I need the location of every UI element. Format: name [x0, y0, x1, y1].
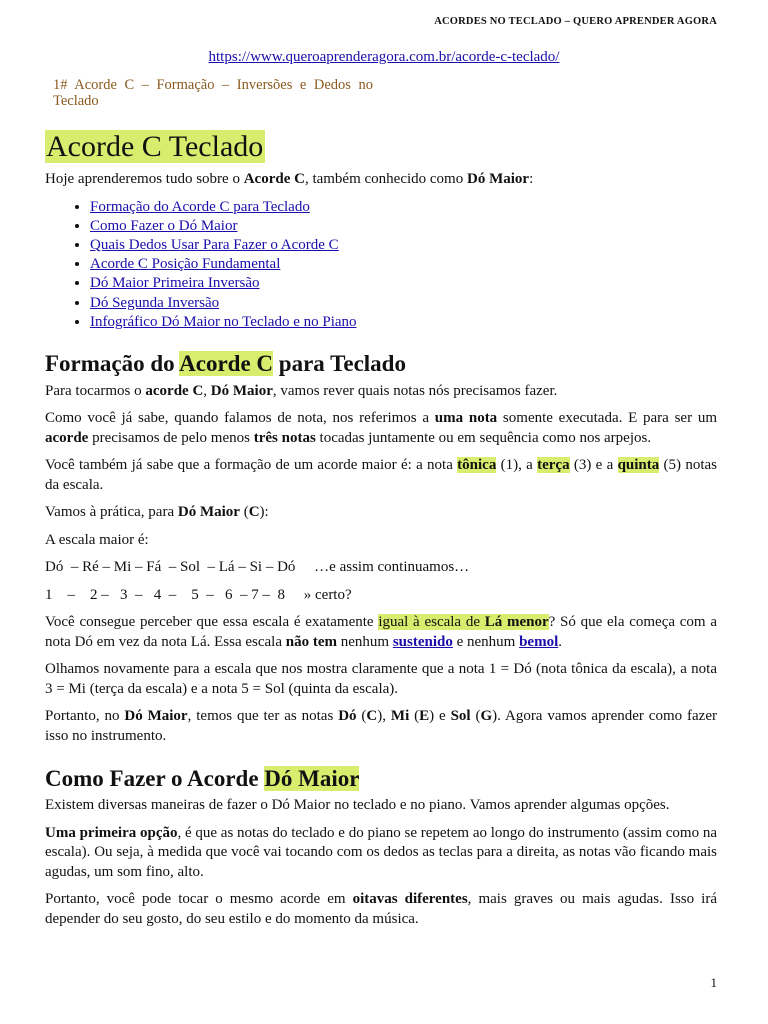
text: Portanto, no	[45, 708, 125, 725]
text: tocadas juntamente ou em sequência como nos arpejos.	[315, 429, 652, 446]
text: Como você já sabe, quando falamos de nota, nos referimos a	[45, 410, 435, 427]
bold-text: C	[366, 708, 378, 725]
toc-title: 1# Acorde C – Formação – Inversões e Dedos no Teclado	[53, 77, 373, 109]
running-header: ACORDES NO TECLADO – QUERO APRENDER AGORA	[434, 16, 717, 27]
sustenido-link[interactable]: sustenido	[392, 633, 453, 650]
text: e nenhum	[452, 633, 520, 650]
text: ). Agora vamos aprender como fazer isso no instrumento.	[45, 708, 717, 744]
text: Portanto, você pode tocar o mesmo acorde em	[45, 891, 353, 908]
toc-item	[90, 294, 717, 313]
source-url-link[interactable]: https://www.queroaprenderagora.com.br/acorde-c-teclado/	[208, 49, 560, 65]
text: ),	[377, 708, 391, 725]
main-content	[45, 128, 717, 929]
toc-link-formacao[interactable]: Formação do Acorde C para Teclado	[90, 198, 310, 215]
text: (	[409, 708, 420, 725]
toc-item	[90, 313, 717, 332]
toc-link-dedos[interactable]: Quais Dedos Usar Para Fazer o Acorde C	[90, 236, 339, 253]
paragraph	[45, 503, 717, 523]
toc-link-infografico[interactable]: Infográfico Dó Maior no Teclado e no Piano	[90, 313, 357, 330]
bold-text: Sol	[450, 708, 471, 725]
text: para Teclado	[273, 350, 406, 376]
bold-text: Dó Maior	[210, 382, 273, 399]
toc-list	[45, 198, 717, 332]
paragraph	[45, 707, 717, 746]
bemol-link[interactable]: bemol	[519, 633, 559, 650]
page-title-text: Acorde C Teclado	[46, 130, 264, 163]
text: precisamos de pelo menos	[88, 429, 254, 446]
source-url	[0, 49, 768, 66]
text: (	[470, 708, 481, 725]
paragraph	[45, 890, 717, 929]
bold-text: uma nota	[434, 410, 498, 427]
text: somente executada. E para ser um	[497, 410, 717, 427]
text: Vamos à prática, para	[45, 504, 178, 521]
text: , também conhecido como	[304, 171, 467, 187]
text: , mais graves ou mais agudas. Isso irá depender do seu gosto, do seu estilo e do momento da música.	[45, 891, 717, 927]
toc-item	[90, 274, 717, 293]
text: (	[356, 708, 367, 725]
text: (5) notas da escala.	[45, 457, 718, 493]
text: , vamos rever quais notas nós precisamos fazer.	[272, 382, 558, 399]
highlight-text: Dó Maior	[264, 766, 360, 792]
text: Você consegue perceber que essa escala é exatamente	[45, 614, 379, 631]
scale-notes-line: Dó – Ré – Mi – Fá – Sol – Lá – Si – Dó …e assim continuamos…	[45, 559, 470, 576]
paragraph: Olhamos novamente para a escala que nos mostra claramente que a nota 1 = Dó (nota tônica da escala), a nota 3 = Mi (terça da escala) e a nota 5 = Sol (quinta da escala).	[45, 661, 717, 697]
paragraph	[45, 409, 717, 448]
text: nenhum	[336, 633, 393, 650]
text: Como Fazer o Acorde	[45, 766, 265, 792]
bold-text: Dó	[338, 708, 357, 725]
text: (3) e a	[569, 457, 618, 474]
toc-link-primeira-inversao[interactable]: Dó Maior Primeira Inversão	[90, 275, 260, 292]
toc-link-como-fazer[interactable]: Como Fazer o Dó Maior	[90, 217, 238, 234]
page-number: 1	[710, 975, 717, 990]
bold-text: Lá menor	[484, 614, 549, 631]
page-title	[45, 128, 265, 166]
bold-text: três notas	[253, 429, 316, 446]
toc-link-fundamental[interactable]: Acorde C Posição Fundamental	[90, 256, 281, 273]
highlight-text: Acorde C	[179, 350, 274, 376]
toc-item	[90, 198, 717, 217]
bold-text: G	[480, 708, 493, 725]
highlight-text: quinta	[617, 457, 660, 474]
paragraph: A escala maior é:	[45, 531, 149, 548]
bold-text: acorde C	[145, 382, 204, 399]
text: ? Só que ela começa com a nota Dó em vez da nota Lá. Essa escala	[45, 614, 717, 650]
paragraph	[45, 824, 717, 883]
scale-degrees-line: 1 – 2 – 3 – 4 – 5 – 6 – 7 – 8 » certo?	[45, 586, 352, 603]
text: ,	[203, 382, 211, 399]
section-heading-como-fazer	[45, 764, 717, 794]
paragraph	[45, 382, 717, 402]
toc-item	[90, 236, 717, 255]
bold-text: C	[248, 504, 260, 521]
bold-text: Dó Maior	[124, 708, 188, 725]
text: (1), a	[496, 457, 538, 474]
toc-item	[90, 217, 717, 236]
text: igual à escala de	[378, 614, 485, 631]
toc-item	[90, 255, 717, 274]
bold-text: Dó Maior	[177, 504, 240, 521]
toc-link-segunda-inversao[interactable]: Dó Segunda Inversão	[90, 294, 220, 311]
text: .	[558, 633, 562, 650]
bold-text: Dó Maior	[466, 171, 530, 187]
text: (	[239, 504, 249, 521]
bold-text: Mi	[390, 708, 410, 725]
bold-text: E	[419, 708, 430, 725]
intro-paragraph	[45, 170, 717, 190]
text: , temos que ter as notas	[187, 708, 339, 725]
text: Formação do	[45, 350, 180, 376]
bold-text: Acorde C	[243, 171, 305, 187]
text: ) e	[429, 708, 451, 725]
text: Para tocarmos o	[45, 382, 146, 399]
paragraph	[45, 456, 717, 495]
section-heading-formacao	[45, 349, 717, 379]
text: Você também já sabe que a formação de um acorde maior é: a nota	[45, 457, 458, 474]
bold-text: Uma primeira opção	[45, 824, 178, 841]
text: :	[529, 171, 534, 187]
bold-text: não tem	[285, 633, 337, 650]
paragraph	[45, 613, 717, 652]
text: Hoje aprenderemos tudo sobre o	[45, 171, 244, 187]
text: , é que as notas do teclado e do piano se repetem ao longo do instrumento (assim como na escala). Ou seja, à medida que você vai tocando com os dedos as teclas para a direita, as notas vão ficando mais agudas, um som fino, alto.	[45, 824, 717, 880]
text: ):	[259, 504, 269, 521]
highlight-text: tônica	[457, 457, 497, 474]
bold-text: acorde	[45, 429, 89, 446]
bold-text: oitavas diferentes	[352, 891, 468, 908]
paragraph: Existem diversas maneiras de fazer o Dó Maior no teclado e no piano. Vamos aprender algumas opções.	[45, 797, 670, 814]
highlight-text	[378, 614, 548, 630]
highlight-text: terça	[537, 457, 570, 474]
